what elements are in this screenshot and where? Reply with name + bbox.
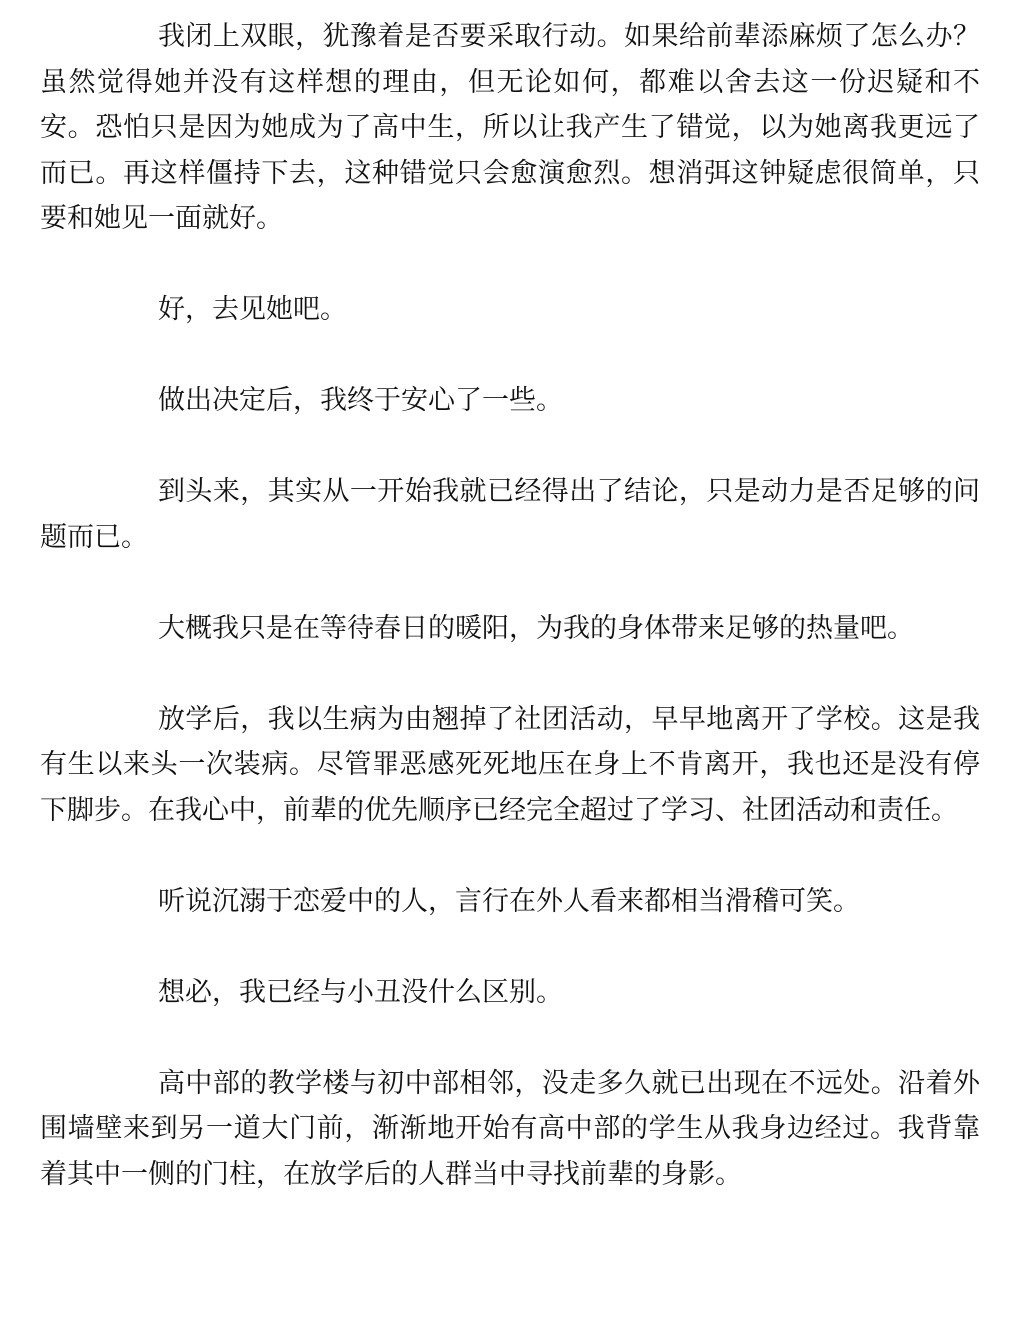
document-page — [40, 0, 980, 1197]
paragraph: 到头来，其实从一开始我就已经得出了结论，只是动力是否足够的问题而已。 — [40, 476, 980, 553]
paragraph: 放学后，我以生病为由翘掉了社团活动，早早地离开了学校。这是我有生以来头一次装病。尽管罪恶感死死地压在身上不肯离开，我也还是没有停下脚步。在我心中，前辈的优先顺序已经完全超过了学习、社团活动和责任。 — [40, 703, 980, 826]
paragraph: 想必，我已经与小丑没什么区别。 — [158, 976, 563, 1008]
paragraph: 高中部的教学楼与初中部相邻，没走多久就已出现在不远处。沿着外围墙壁来到另一道大门前，渐渐地开始有高中部的学生从我身边经过。我背靠着其中一侧的门柱，在放学后的人群当中寻找前辈的身影。 — [40, 1067, 980, 1190]
paragraph: 我闭上双眼，犹豫着是否要采取行动。如果给前辈添麻烦了怎么办？虽然觉得她并没有这样想的理由，但无论如何，都难以舍去这一份迟疑和不安。恐怕只是因为她成为了高中生，所以让我产生了错觉，以为她离我更远了而已。再这样僵持下去，这种错觉只会愈演愈烈。想消弭这钟疑虑很简单，只要和她见一面就好。 — [40, 21, 980, 234]
paragraph: 好，去见她吧。 — [158, 294, 347, 325]
paragraph: 做出决定后，我终于安心了一些。 — [158, 385, 563, 416]
paragraph: 听说沉溺于恋爱中的人，言行在外人看来都相当滑稽可笑。 — [158, 885, 860, 917]
paragraph: 大概我只是在等待春日的暖阳，为我的身体带来足够的热量吧。 — [158, 612, 914, 644]
